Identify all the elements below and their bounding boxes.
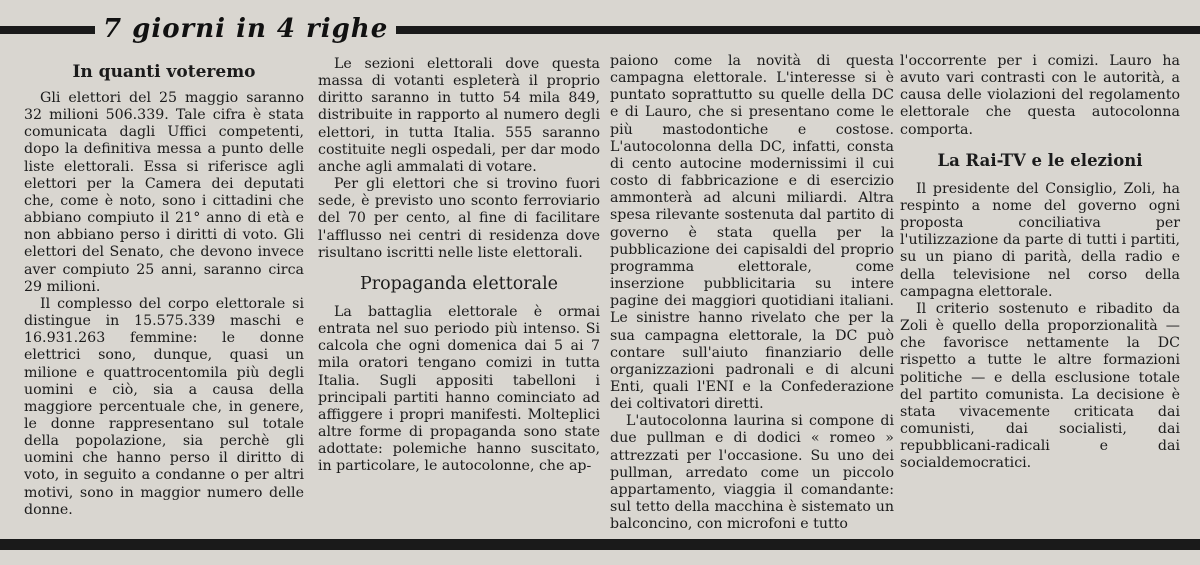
column-3 bbox=[610, 53, 894, 533]
column-4 bbox=[900, 53, 1180, 472]
article-paragraph: La battaglia elettorale è ormai entrata nel suo periodo più intenso. Si calcola che ogni domenica dai 5 ai 7 mila oratori tengano comizi in tutta Italia. Sugli appositi tabelloni i principali partiti hanno cominciato ad affiggere i propri manifesti. Molteplici altre forme di propaganda sono state adottate: polemiche hanno suscitato, in particolare, le autocolonne, che ap- bbox=[318, 303, 600, 475]
article-paragraph: Per gli elettori che si trovino fuori sede, è previsto uno sconto ferroviario del 70 per cento, al fine di facilitare l'afflusso nei centri di residenza dove risultano iscritti nelle liste elettorali. bbox=[318, 176, 600, 261]
page-title: 7 giorni in 4 righe bbox=[95, 12, 396, 46]
article-paragraph: Le sezioni elettorali dove questa massa di votanti espleterà il proprio diritto saranno in tutto 54 mila 849, distribuite in rapporto al numero degli elettori, in tutta Italia. 555 saranno costituite negli ospedali, per dar modo anche agli ammalati di votare. bbox=[318, 56, 600, 175]
article-paragraph: Il presidente del Consiglio, Zoli, ha respinto a nome del governo ogni proposta conciliativa per l'utilizzazione da parte di tutti i partiti, su un piano di parità, della radio e della televisione nel corso della campagna elettorale. bbox=[900, 180, 1180, 300]
article-paragraph: Gli elettori del 25 maggio saranno 32 milioni 506.339. Tale cifra è stata comunicata dagli Uffici competenti, dopo la definitiva messa a punto delle liste elettorali. Essa si riferisce agli elettori per la Camera dei deputati che, come è noto, sono i cittadini che abbiano compiuto il 21° anno di età e non abbiano perso i diritti di voto. Gli elettori del Senato, che devono invece aver compiuto 25 anni, saranno circa 29 milioni. bbox=[24, 90, 304, 295]
article-paragraph: paiono come la novità di questa campagna elettorale. L'interesse si è puntato soprattutto su quelle della DC e di Lauro, che si presentano come le più mastodontiche e costose. L'autocolonna della DC, infatti, consta di cento autocine modernissimi il cui costo di fabbricazione e di esercizio ammonterà ad alcuni miliardi. Altra spesa rilevante sostenuta dal partito di governo è stata quella per la pubblicazione dei capisaldi del proprio programma elettorale, come inserzione pubblicitaria su intere pagine dei maggiori quotidiani italiani. Le sinistre hanno rivelato che per la sua campagna elettorale, la DC può contare sull'aiuto finanziario delle organizzazioni padronali e di alcuni Enti, quali l'ENI e la Confederazione dei coltivatori diretti. bbox=[610, 53, 894, 413]
article-paragraph: Il complesso del corpo elettorale si distingue in 15.575.339 maschi e 16.931.263 femmine: le donne elettrici sono, dunque, quasi un milione e quattrocentomila più degli uomini e ciò, sia a causa della maggiore percentuale che, in genere, le donne rappresentano sul totale della popolazione, sia perchè gli uomini che hanno perso il diritto di voto, in seguito a condanne o per altri motivi, sono in maggior numero delle donne. bbox=[24, 295, 304, 518]
heading-rai-tv-e-le-elezioni: La Rai-TV e le elezioni bbox=[937, 150, 1143, 170]
bottom-rule bbox=[0, 539, 1200, 550]
heading-propaganda-elettorale: Propaganda elettorale bbox=[359, 273, 559, 294]
column-2 bbox=[318, 56, 600, 475]
article-paragraph: Il criterio sostenuto e ribadito da Zoli è quello della proporzionalità — che favorisce nettamente la DC rispetto a tutte le altre formazioni politiche — e della esclusione totale del partito comunista. La decisione è stata vivacemente criticata dai comunisti, dai socialisti, dai repubblicani-radicali e dai socialdemocratici. bbox=[900, 300, 1180, 472]
column-1 bbox=[24, 62, 304, 519]
article-paragraph: L'autocolonna laurina si compone di due pullman e di dodici « romeo » attrezzati per l'occasione. Su uno dei pullman, arredato come un piccolo appartamento, viaggia il comandante: sul tetto della macchina è sistemato un balconcino, con microfoni e tutto bbox=[610, 413, 894, 533]
heading-in-quanti-voteremo: In quanti voteremo bbox=[72, 62, 256, 82]
article-paragraph-continuation: l'occorrente per i comizi. Lauro ha avuto vari contrasti con le autorità, a causa delle violazioni del regolamento elettorale che questa autocolonna comporta. bbox=[900, 53, 1180, 138]
